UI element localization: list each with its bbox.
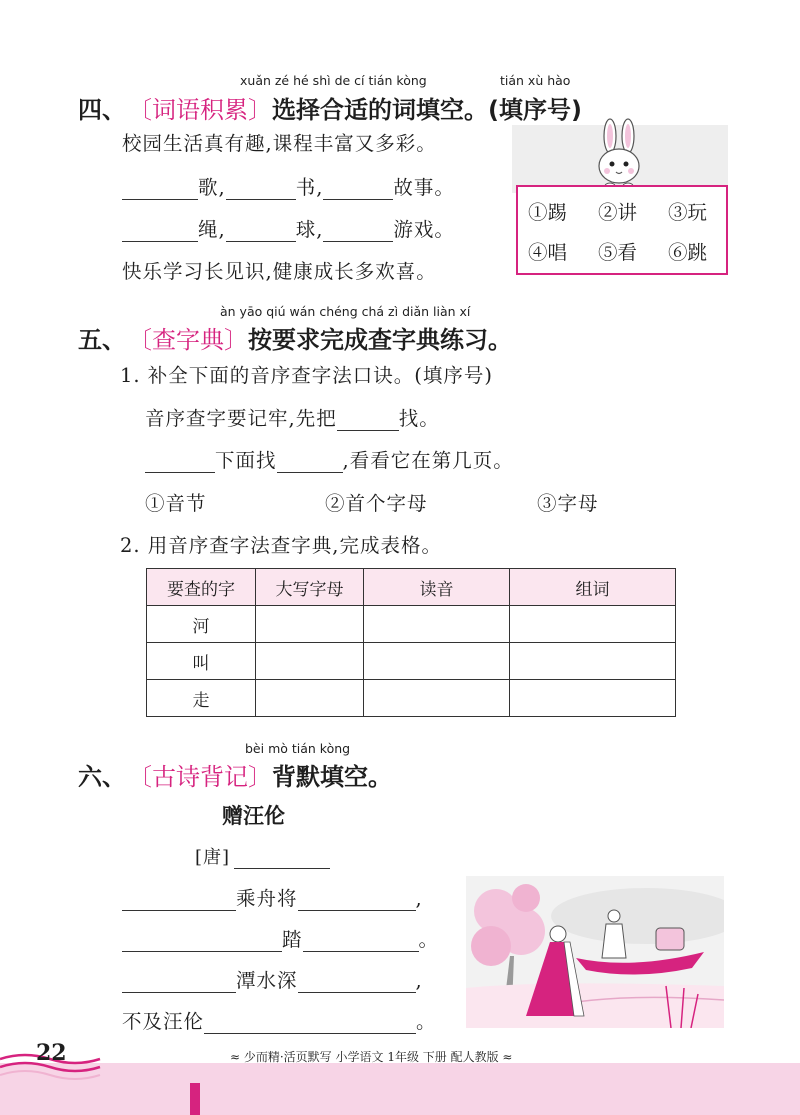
option: ③玩 bbox=[668, 201, 708, 224]
table-row bbox=[147, 680, 676, 717]
word-fill: 游戏。 bbox=[393, 218, 455, 241]
poem-author-line bbox=[195, 843, 330, 869]
option: ④唱 bbox=[528, 241, 568, 264]
poem-text: 踏 bbox=[282, 928, 303, 951]
blank[interactable] bbox=[122, 889, 236, 911]
poem-punct: , bbox=[415, 887, 423, 910]
section4-line1: 校园生活真有趣,课程丰富又多彩。 bbox=[122, 132, 437, 155]
table-header: 读音 bbox=[364, 569, 510, 606]
section4-number: 四、 bbox=[78, 96, 126, 124]
option: ①踢 bbox=[528, 201, 568, 224]
mnemonic-line1 bbox=[145, 403, 440, 431]
poem-title: 赠汪伦 bbox=[222, 804, 285, 828]
table-header: 要查的字 bbox=[147, 569, 256, 606]
mnemonic-text: 找。 bbox=[398, 407, 440, 430]
section4-title: 选择合适的词填空。(填序号) bbox=[272, 96, 582, 124]
choice-1: ①音节 bbox=[145, 492, 207, 515]
mnemonic-line2 bbox=[145, 445, 514, 473]
poem-text: 乘舟将 bbox=[236, 887, 298, 910]
table-row bbox=[147, 643, 676, 680]
blank[interactable] bbox=[298, 971, 416, 993]
poem-text: 潭水深 bbox=[236, 969, 298, 992]
footer-text: ≈ 少而精·活页默写 小学语文 1年级 下册 配人教版 ≈ bbox=[230, 1050, 513, 1064]
author-blank[interactable] bbox=[234, 847, 330, 869]
section6-number: 六、 bbox=[78, 763, 126, 791]
mnemonic-text: 音序查字要记牢,先把 bbox=[145, 407, 337, 430]
word-fill: 书, bbox=[295, 176, 324, 199]
choice-2: ②首个字母 bbox=[325, 492, 428, 515]
section4-pinyin: xuǎn zé hé shì de cí tián kòng bbox=[240, 73, 427, 88]
page-number: 22 bbox=[36, 1040, 67, 1066]
mnemonic-text: ,看看它在第几页。 bbox=[342, 449, 514, 472]
section6-heading bbox=[78, 757, 392, 792]
blank[interactable] bbox=[226, 178, 296, 200]
table-cell-input[interactable] bbox=[364, 643, 510, 680]
table-cell-char: 走 bbox=[147, 680, 256, 717]
option: ⑥跳 bbox=[668, 241, 708, 264]
section5-heading bbox=[78, 320, 512, 355]
section6-title: 背默填空。 bbox=[272, 763, 392, 791]
option: ②讲 bbox=[598, 201, 638, 224]
word-fill: 绳, bbox=[198, 218, 226, 241]
blank[interactable] bbox=[337, 409, 399, 431]
poem-illustration bbox=[466, 876, 724, 1028]
blank[interactable] bbox=[323, 220, 393, 242]
word-fill: 歌, bbox=[198, 176, 226, 199]
poem-text: 不及汪伦 bbox=[122, 1010, 205, 1033]
question-1: 1. 补全下面的音序查字法口诀。(填序号) bbox=[120, 364, 494, 387]
blank[interactable] bbox=[122, 930, 282, 952]
lookup-table bbox=[146, 568, 676, 717]
blank[interactable] bbox=[323, 178, 393, 200]
section6-pinyin: bèi mò tián kòng bbox=[245, 741, 351, 756]
word-fill: 球, bbox=[295, 218, 324, 241]
table-header: 组词 bbox=[510, 569, 676, 606]
blank[interactable] bbox=[277, 451, 343, 473]
blank[interactable] bbox=[122, 178, 198, 200]
word-fill: 故事。 bbox=[393, 176, 455, 199]
question-2: 2. 用音序查字法查字典,完成表格。 bbox=[120, 534, 443, 557]
table-cell-input[interactable] bbox=[510, 643, 676, 680]
poem-line-2 bbox=[122, 924, 439, 952]
table-cell-input[interactable] bbox=[364, 606, 510, 643]
table-cell-input[interactable] bbox=[256, 680, 364, 717]
blank[interactable] bbox=[298, 889, 416, 911]
table-cell-input[interactable] bbox=[256, 643, 364, 680]
table-header: 大写字母 bbox=[256, 569, 364, 606]
section5-title: 按要求完成查字典练习。 bbox=[248, 326, 512, 354]
option: ⑤看 bbox=[598, 241, 638, 264]
blank[interactable] bbox=[122, 971, 236, 993]
poem-line-4 bbox=[122, 1006, 437, 1034]
section5-tag: 〔查字典〕 bbox=[128, 326, 248, 354]
blank[interactable] bbox=[204, 1012, 416, 1034]
blank[interactable] bbox=[145, 451, 215, 473]
blank[interactable] bbox=[226, 220, 296, 242]
poem-dynasty: [唐] bbox=[195, 847, 231, 868]
poem-line-3 bbox=[122, 965, 423, 993]
table-cell-char: 叫 bbox=[147, 643, 256, 680]
table-cell-input[interactable] bbox=[510, 606, 676, 643]
mnemonic-text: 下面找 bbox=[215, 449, 277, 472]
section4-pinyin-2: tián xù hào bbox=[500, 73, 571, 88]
table-cell-input[interactable] bbox=[510, 680, 676, 717]
poem-punct: , bbox=[415, 969, 423, 992]
section5-number: 五、 bbox=[78, 326, 126, 354]
section4-heading bbox=[78, 90, 582, 125]
table-cell-char: 河 bbox=[147, 606, 256, 643]
table-row bbox=[147, 606, 676, 643]
table-cell-input[interactable] bbox=[364, 680, 510, 717]
section5-pinyin: àn yāo qiú wán chéng chá zì diǎn liàn xí bbox=[220, 304, 471, 319]
poem-line-1 bbox=[122, 883, 423, 911]
choice-3: ③字母 bbox=[537, 492, 599, 515]
blank[interactable] bbox=[303, 930, 419, 952]
section4-row2 bbox=[122, 214, 455, 242]
options-box bbox=[516, 185, 728, 275]
table-cell-input[interactable] bbox=[256, 606, 364, 643]
blank[interactable] bbox=[122, 220, 198, 242]
section4-line2: 快乐学习长见识,健康成长多欢喜。 bbox=[122, 260, 437, 283]
table-header-row bbox=[147, 569, 676, 606]
poem-punct: 。 bbox=[416, 1010, 437, 1033]
section6-tag: 〔古诗背记〕 bbox=[128, 763, 272, 791]
section4-row1 bbox=[122, 172, 455, 200]
section4-tag: 〔词语积累〕 bbox=[128, 96, 272, 124]
poem-punct: 。 bbox=[418, 928, 440, 951]
bunny-icon bbox=[590, 118, 648, 190]
